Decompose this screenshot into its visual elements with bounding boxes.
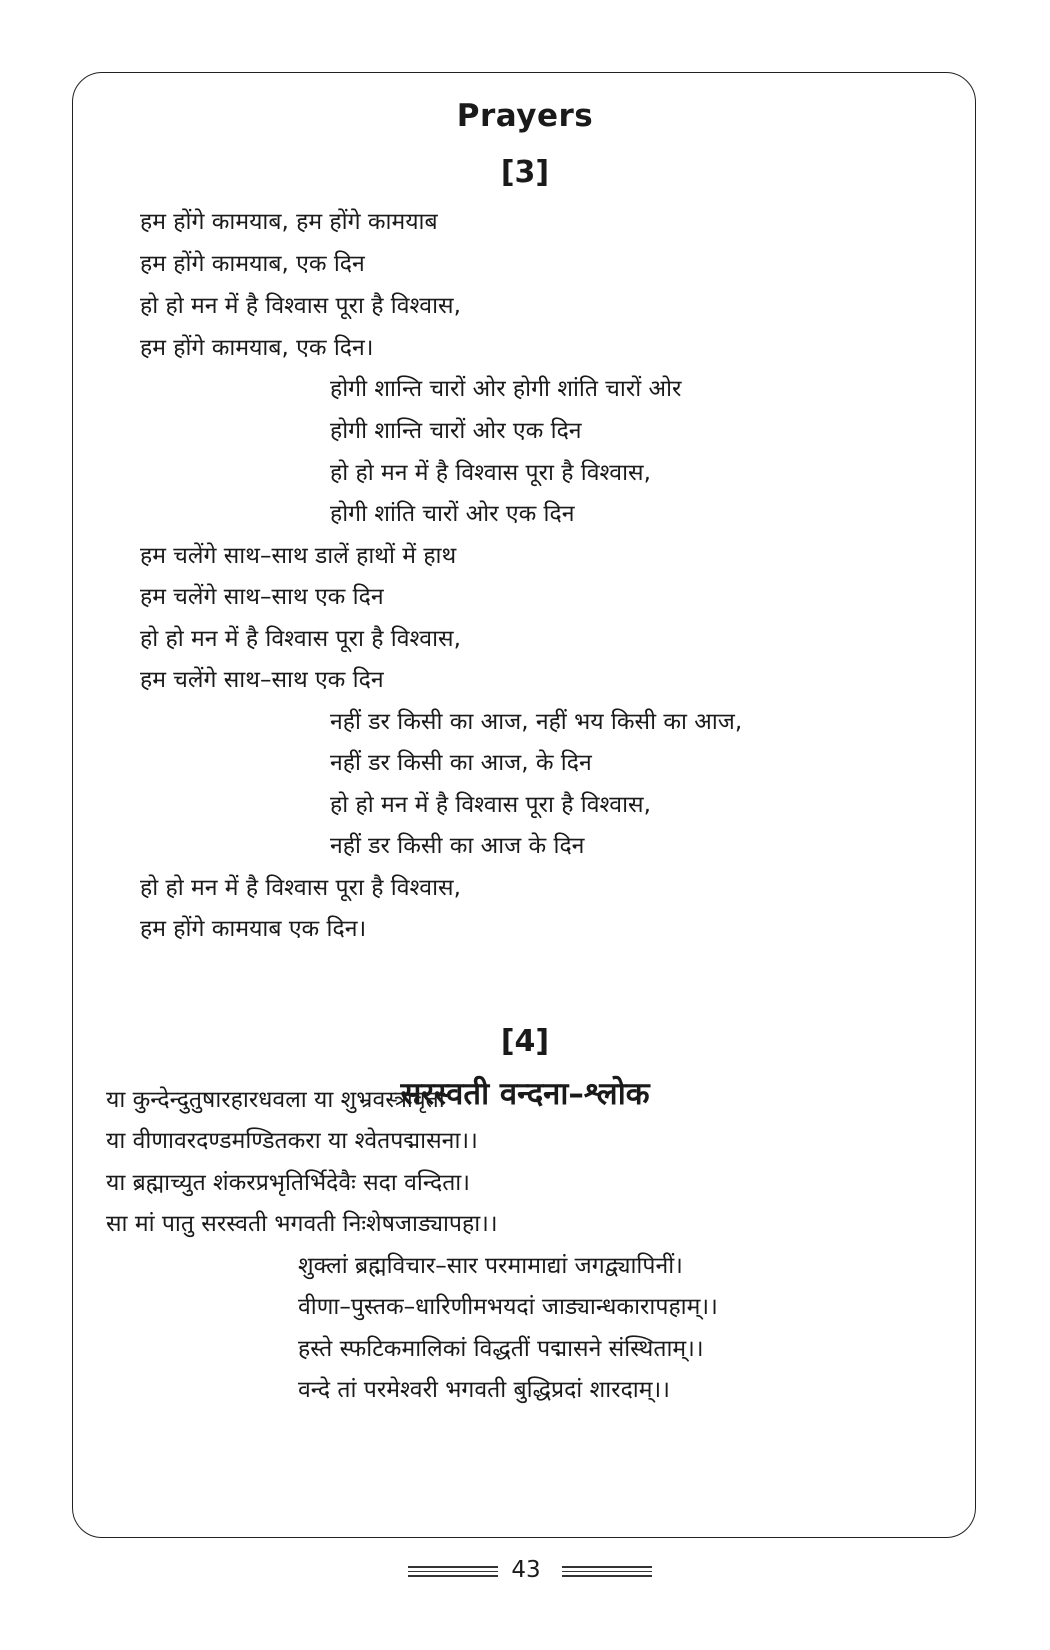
verse-line: नहीं डर किसी का आज के दिन <box>330 833 585 859</box>
verse-line: होगी शांति चारों ओर एक दिन <box>330 501 575 527</box>
verse-line: हो हो मन में है विश्वास पूरा है विश्वास, <box>140 875 461 901</box>
verse-line: हम होंगे कामयाब एक दिन। <box>140 916 367 942</box>
verse-line: शुक्लां ब्रह्मविचार–सार परमामाद्यां जगद्व्यापिनीं। <box>298 1253 683 1279</box>
verse-line: हम चलेंगे साथ–साथ डालें हाथों में हाथ <box>140 543 457 569</box>
verse-line: या वीणावरदण्डमण्डितकरा या श्वेतपद्मासना।। <box>106 1128 478 1154</box>
verse-line: हो हो मन में है विश्वास पूरा है विश्वास, <box>330 460 651 486</box>
page-title: Prayers <box>456 98 594 134</box>
verse-line: होगी शान्ति चारों ओर होगी शांति चारों ओर <box>330 376 682 402</box>
verse-line: हो हो मन में है विश्वास पूरा है विश्वास, <box>140 293 461 319</box>
verse-line: नहीं डर किसी का आज, नहीं भय किसी का आज, <box>330 709 743 735</box>
verse-line: हम चलेंगे साथ–साथ एक दिन <box>140 584 384 610</box>
verse-line: हम होंगे कामयाब, एक दिन। <box>140 335 374 361</box>
footer-rule-left <box>408 1566 498 1580</box>
prayer-4-title: सरस्वती वन्दना–श्लोक <box>400 1076 650 1112</box>
verse-line: हम होंगे कामयाब, हम होंगे कामयाब <box>140 209 438 235</box>
verse-line: नहीं डर किसी का आज, के दिन <box>330 750 592 776</box>
page-number: 43 <box>511 1557 541 1583</box>
verse-line: हम चलेंगे साथ–साथ एक दिन <box>140 667 384 693</box>
verse-line: हो हो मन में है विश्वास पूरा है विश्वास, <box>140 626 461 652</box>
verse-line: होगी शान्ति चारों ओर एक दिन <box>330 418 582 444</box>
footer-rule-right <box>562 1566 652 1580</box>
verse-line: सा मां पातु सरस्वती भगवती निःशेषजाड्यापहा।। <box>106 1211 498 1237</box>
verse-line: वीणा–पुस्तक–धारिणीमभयदां जाड्यान्धकारापहाम्।। <box>298 1294 718 1320</box>
verse-line: हो हो मन में है विश्वास पूरा है विश्वास, <box>330 792 651 818</box>
page-footer <box>0 1555 1050 1591</box>
verse-line: वन्दे तां परमेश्वरी भगवती बुद्धिप्रदां शारदाम्।। <box>298 1377 670 1403</box>
verse-line: या ब्रह्माच्युत शंकरप्रभृतिर्भिदेवैः सदा वन्दिता। <box>106 1170 470 1196</box>
verse-line: या कुन्देन्दुतुषारहारधवला या शुभ्रवस्त्रावृता <box>106 1087 445 1113</box>
verse-line: हम होंगे कामयाब, एक दिन <box>140 251 365 277</box>
verse-line: हस्ते स्फटिकमालिकां विद्धतीं पद्मासने संस्थिताम्।। <box>298 1336 704 1362</box>
prayer-4-number: [4] <box>500 1024 550 1059</box>
prayer-3-number: [3] <box>500 155 550 190</box>
